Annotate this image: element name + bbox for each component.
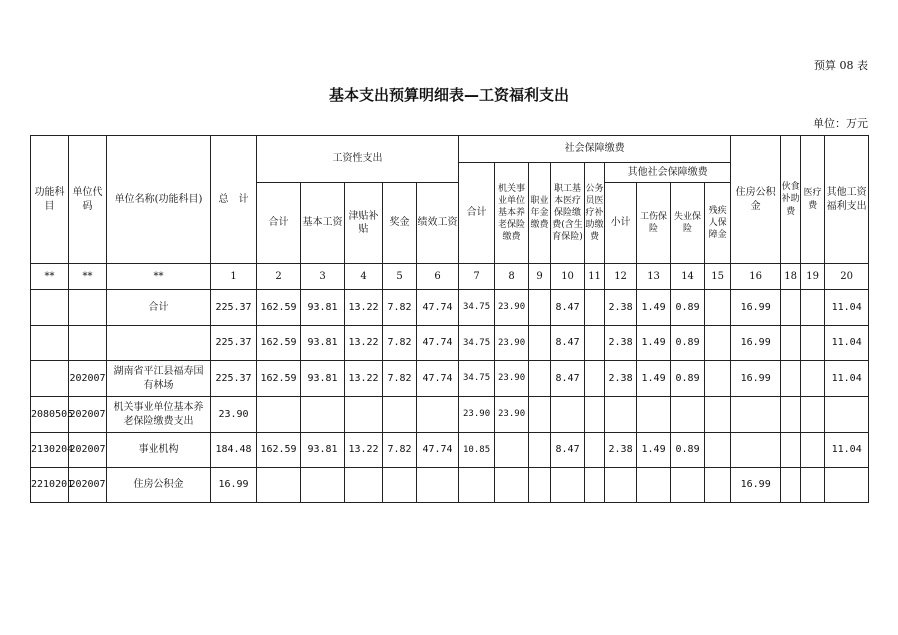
- index-cell: 18: [781, 264, 801, 290]
- header-social-subtotal: 合计: [459, 163, 495, 264]
- cell-unit: 202007: [69, 361, 107, 397]
- cell-func: [31, 290, 69, 326]
- cell-wage-subtotal: 162.59: [257, 326, 301, 361]
- cell-injury: 1.49: [637, 433, 671, 468]
- header-basic-wage: 基本工资: [301, 183, 345, 264]
- cell-basic-wage: 93.81: [301, 361, 345, 397]
- cell-wage-subtotal: 162.59: [257, 433, 301, 468]
- header-performance: 绩效工资: [417, 183, 459, 264]
- cell-annuity: [529, 326, 551, 361]
- cell-other-subtotal: [605, 397, 637, 433]
- header-unit-code: 单位代码: [69, 136, 107, 264]
- cell-total: 23.90: [211, 397, 257, 433]
- header-wage-group: 工资性支出: [257, 136, 459, 183]
- cell-unit: [69, 290, 107, 326]
- cell-basic-wage: [301, 468, 345, 503]
- cell-bonus: [383, 468, 417, 503]
- cell-func: 2080505: [31, 397, 69, 433]
- cell-total: 225.37: [211, 361, 257, 397]
- cell-civil-medical: [585, 433, 605, 468]
- cell-civil-medical: [585, 397, 605, 433]
- header-wage-subtotal: 合计: [257, 183, 301, 264]
- cell-other-subtotal: 2.38: [605, 361, 637, 397]
- cell-annuity: [529, 397, 551, 433]
- index-cell: 13: [637, 264, 671, 290]
- cell-social-subtotal: 34.75: [459, 361, 495, 397]
- index-cell: 14: [671, 264, 705, 290]
- index-cell: 19: [801, 264, 825, 290]
- cell-disability: [705, 468, 731, 503]
- cell-social-subtotal: 34.75: [459, 290, 495, 326]
- cell-bonus: [383, 397, 417, 433]
- cell-unemployment: 0.89: [671, 433, 705, 468]
- cell-medical: 8.47: [551, 290, 585, 326]
- header-social-group: 社会保障缴费: [459, 136, 731, 163]
- cell-bonus: 7.82: [383, 361, 417, 397]
- header-housing: 住房公积金: [731, 136, 781, 264]
- index-cell: 9: [529, 264, 551, 290]
- page-title: 基本支出预算明细表—工资福利支出: [328, 86, 569, 104]
- cell-allowance: 13.22: [345, 326, 383, 361]
- cell-civil-medical: [585, 468, 605, 503]
- cell-civil-medical: [585, 290, 605, 326]
- index-cell: 1: [211, 264, 257, 290]
- cell-unemployment: 0.89: [671, 326, 705, 361]
- index-cell: 3: [301, 264, 345, 290]
- index-cell: 2: [257, 264, 301, 290]
- cell-bonus: 7.82: [383, 433, 417, 468]
- cell-pension: [495, 433, 529, 468]
- cell-allowance: 13.22: [345, 290, 383, 326]
- cell-wage-subtotal: [257, 468, 301, 503]
- cell-injury: 1.49: [637, 361, 671, 397]
- cell-allowance: [345, 468, 383, 503]
- cell-disability: [705, 433, 731, 468]
- cell-unit: 202007: [69, 397, 107, 433]
- cell-social-subtotal: 23.90: [459, 397, 495, 433]
- cell-wage-subtotal: 162.59: [257, 290, 301, 326]
- cell-pension: 23.90: [495, 290, 529, 326]
- cell-total: 16.99: [211, 468, 257, 503]
- cell-medical-fee: [801, 290, 825, 326]
- index-cell: **: [107, 264, 211, 290]
- cell-basic-wage: 93.81: [301, 290, 345, 326]
- cell-meal: [781, 397, 801, 433]
- cell-injury: 1.49: [637, 290, 671, 326]
- index-cell: 16: [731, 264, 781, 290]
- cell-annuity: [529, 433, 551, 468]
- cell-name: 事业机构: [107, 433, 211, 468]
- header-civil-medical: 公务员医疗补助缴费: [585, 163, 605, 264]
- cell-housing: 16.99: [731, 290, 781, 326]
- cell-pension: 23.90: [495, 326, 529, 361]
- cell-civil-medical: [585, 326, 605, 361]
- cell-other-subtotal: 2.38: [605, 326, 637, 361]
- cell-other-welfare: [825, 468, 869, 503]
- cell-total: 225.37: [211, 326, 257, 361]
- header-unemployment: 失业保险: [671, 183, 705, 264]
- cell-name: 机关事业单位基本养老保险缴费支出: [107, 397, 211, 433]
- cell-medical-fee: [801, 397, 825, 433]
- cell-disability: [705, 397, 731, 433]
- cell-pension: 23.90: [495, 397, 529, 433]
- cell-injury: 1.49: [637, 326, 671, 361]
- cell-disability: [705, 326, 731, 361]
- cell-name: 湖南省平江县福寿国有林场: [107, 361, 211, 397]
- header-medical-fee: 医疗费: [801, 136, 825, 264]
- cell-wage-subtotal: [257, 397, 301, 433]
- cell-unit: 202007: [69, 433, 107, 468]
- cell-func: [31, 326, 69, 361]
- unit-label: 单位：万元: [813, 117, 868, 130]
- cell-disability: [705, 290, 731, 326]
- cell-medical: [551, 468, 585, 503]
- cell-func: 2210201: [31, 468, 69, 503]
- cell-other-welfare: 11.04: [825, 326, 869, 361]
- cell-func: 2130204: [31, 433, 69, 468]
- cell-housing: 16.99: [731, 326, 781, 361]
- cell-wage-subtotal: 162.59: [257, 361, 301, 397]
- cell-medical: 8.47: [551, 433, 585, 468]
- cell-medical-fee: [801, 468, 825, 503]
- cell-unit: 202007: [69, 468, 107, 503]
- cell-other-welfare: 11.04: [825, 290, 869, 326]
- index-row: [31, 264, 869, 290]
- cell-disability: [705, 361, 731, 397]
- table-code-label: 预算 08 表: [814, 59, 868, 72]
- cell-total: 184.48: [211, 433, 257, 468]
- cell-allowance: 13.22: [345, 433, 383, 468]
- cell-social-subtotal: 10.85: [459, 433, 495, 468]
- index-cell: 12: [605, 264, 637, 290]
- cell-medical: [551, 397, 585, 433]
- cell-meal: [781, 361, 801, 397]
- index-cell: 8: [495, 264, 529, 290]
- cell-other-subtotal: 2.38: [605, 433, 637, 468]
- cell-unemployment: 0.89: [671, 361, 705, 397]
- cell-unemployment: [671, 397, 705, 433]
- cell-housing: [731, 433, 781, 468]
- cell-performance: 47.74: [417, 361, 459, 397]
- cell-allowance: [345, 397, 383, 433]
- cell-bonus: 7.82: [383, 290, 417, 326]
- header-bonus: 奖金: [383, 183, 417, 264]
- index-cell: 10: [551, 264, 585, 290]
- header-disability: 残疾人保障金: [705, 183, 731, 264]
- cell-other-subtotal: 2.38: [605, 290, 637, 326]
- cell-name: 住房公积金: [107, 468, 211, 503]
- cell-basic-wage: 93.81: [301, 326, 345, 361]
- cell-allowance: 13.22: [345, 361, 383, 397]
- cell-medical: 8.47: [551, 326, 585, 361]
- cell-other-welfare: [825, 397, 869, 433]
- cell-meal: [781, 290, 801, 326]
- cell-meal: [781, 433, 801, 468]
- cell-unemployment: 0.89: [671, 290, 705, 326]
- header-other-welfare: 其他工资福利支出: [825, 136, 869, 264]
- header-total: 总 计: [211, 136, 257, 264]
- header-other-subtotal: 小计: [605, 183, 637, 264]
- cell-medical-fee: [801, 326, 825, 361]
- cell-other-subtotal: [605, 468, 637, 503]
- index-cell: 7: [459, 264, 495, 290]
- table-row: [31, 468, 869, 503]
- header-pension: 机关事业单位基本养老保险缴费: [495, 163, 529, 264]
- cell-meal: [781, 468, 801, 503]
- table-row: [31, 433, 869, 468]
- cell-annuity: [529, 361, 551, 397]
- cell-basic-wage: 93.81: [301, 433, 345, 468]
- cell-performance: 47.74: [417, 433, 459, 468]
- cell-pension: 23.90: [495, 361, 529, 397]
- cell-other-welfare: 11.04: [825, 433, 869, 468]
- cell-performance: 47.74: [417, 290, 459, 326]
- index-cell: 6: [417, 264, 459, 290]
- cell-meal: [781, 326, 801, 361]
- index-cell: 20: [825, 264, 869, 290]
- table-row: [31, 397, 869, 433]
- table-row: [31, 290, 869, 326]
- index-cell: 11: [585, 264, 605, 290]
- cell-func: [31, 361, 69, 397]
- cell-annuity: [529, 468, 551, 503]
- cell-housing: [731, 397, 781, 433]
- header-allowance: 津贴补贴: [345, 183, 383, 264]
- budget-table: [30, 135, 869, 503]
- cell-performance: [417, 468, 459, 503]
- table-row: [31, 326, 869, 361]
- cell-social-subtotal: [459, 468, 495, 503]
- cell-unit: [69, 326, 107, 361]
- cell-unemployment: [671, 468, 705, 503]
- cell-basic-wage: [301, 397, 345, 433]
- header-unit-name: 单位名称(功能科目): [107, 136, 211, 264]
- cell-pension: [495, 468, 529, 503]
- cell-housing: 16.99: [731, 468, 781, 503]
- header-func-code: 功能科目: [31, 136, 69, 264]
- cell-civil-medical: [585, 361, 605, 397]
- cell-injury: [637, 397, 671, 433]
- cell-housing: 16.99: [731, 361, 781, 397]
- index-cell: **: [31, 264, 69, 290]
- index-cell: **: [69, 264, 107, 290]
- cell-annuity: [529, 290, 551, 326]
- cell-name: [107, 326, 211, 361]
- cell-performance: [417, 397, 459, 433]
- cell-medical: 8.47: [551, 361, 585, 397]
- cell-name: 合计: [107, 290, 211, 326]
- cell-medical-fee: [801, 433, 825, 468]
- cell-bonus: 7.82: [383, 326, 417, 361]
- header-injury: 工伤保险: [637, 183, 671, 264]
- index-cell: 5: [383, 264, 417, 290]
- header-medical: 职工基本医疗保险缴费(含生育保险): [551, 163, 585, 264]
- table-row: [31, 361, 869, 397]
- cell-performance: 47.74: [417, 326, 459, 361]
- cell-other-welfare: 11.04: [825, 361, 869, 397]
- cell-social-subtotal: 34.75: [459, 326, 495, 361]
- cell-total: 225.37: [211, 290, 257, 326]
- index-cell: 15: [705, 264, 731, 290]
- cell-medical-fee: [801, 361, 825, 397]
- header-other-group: 其他社会保障缴费: [605, 163, 731, 183]
- cell-injury: [637, 468, 671, 503]
- header-meal: 伙食补助费: [781, 136, 801, 264]
- index-cell: 4: [345, 264, 383, 290]
- header-annuity: 职业年金缴费: [529, 163, 551, 264]
